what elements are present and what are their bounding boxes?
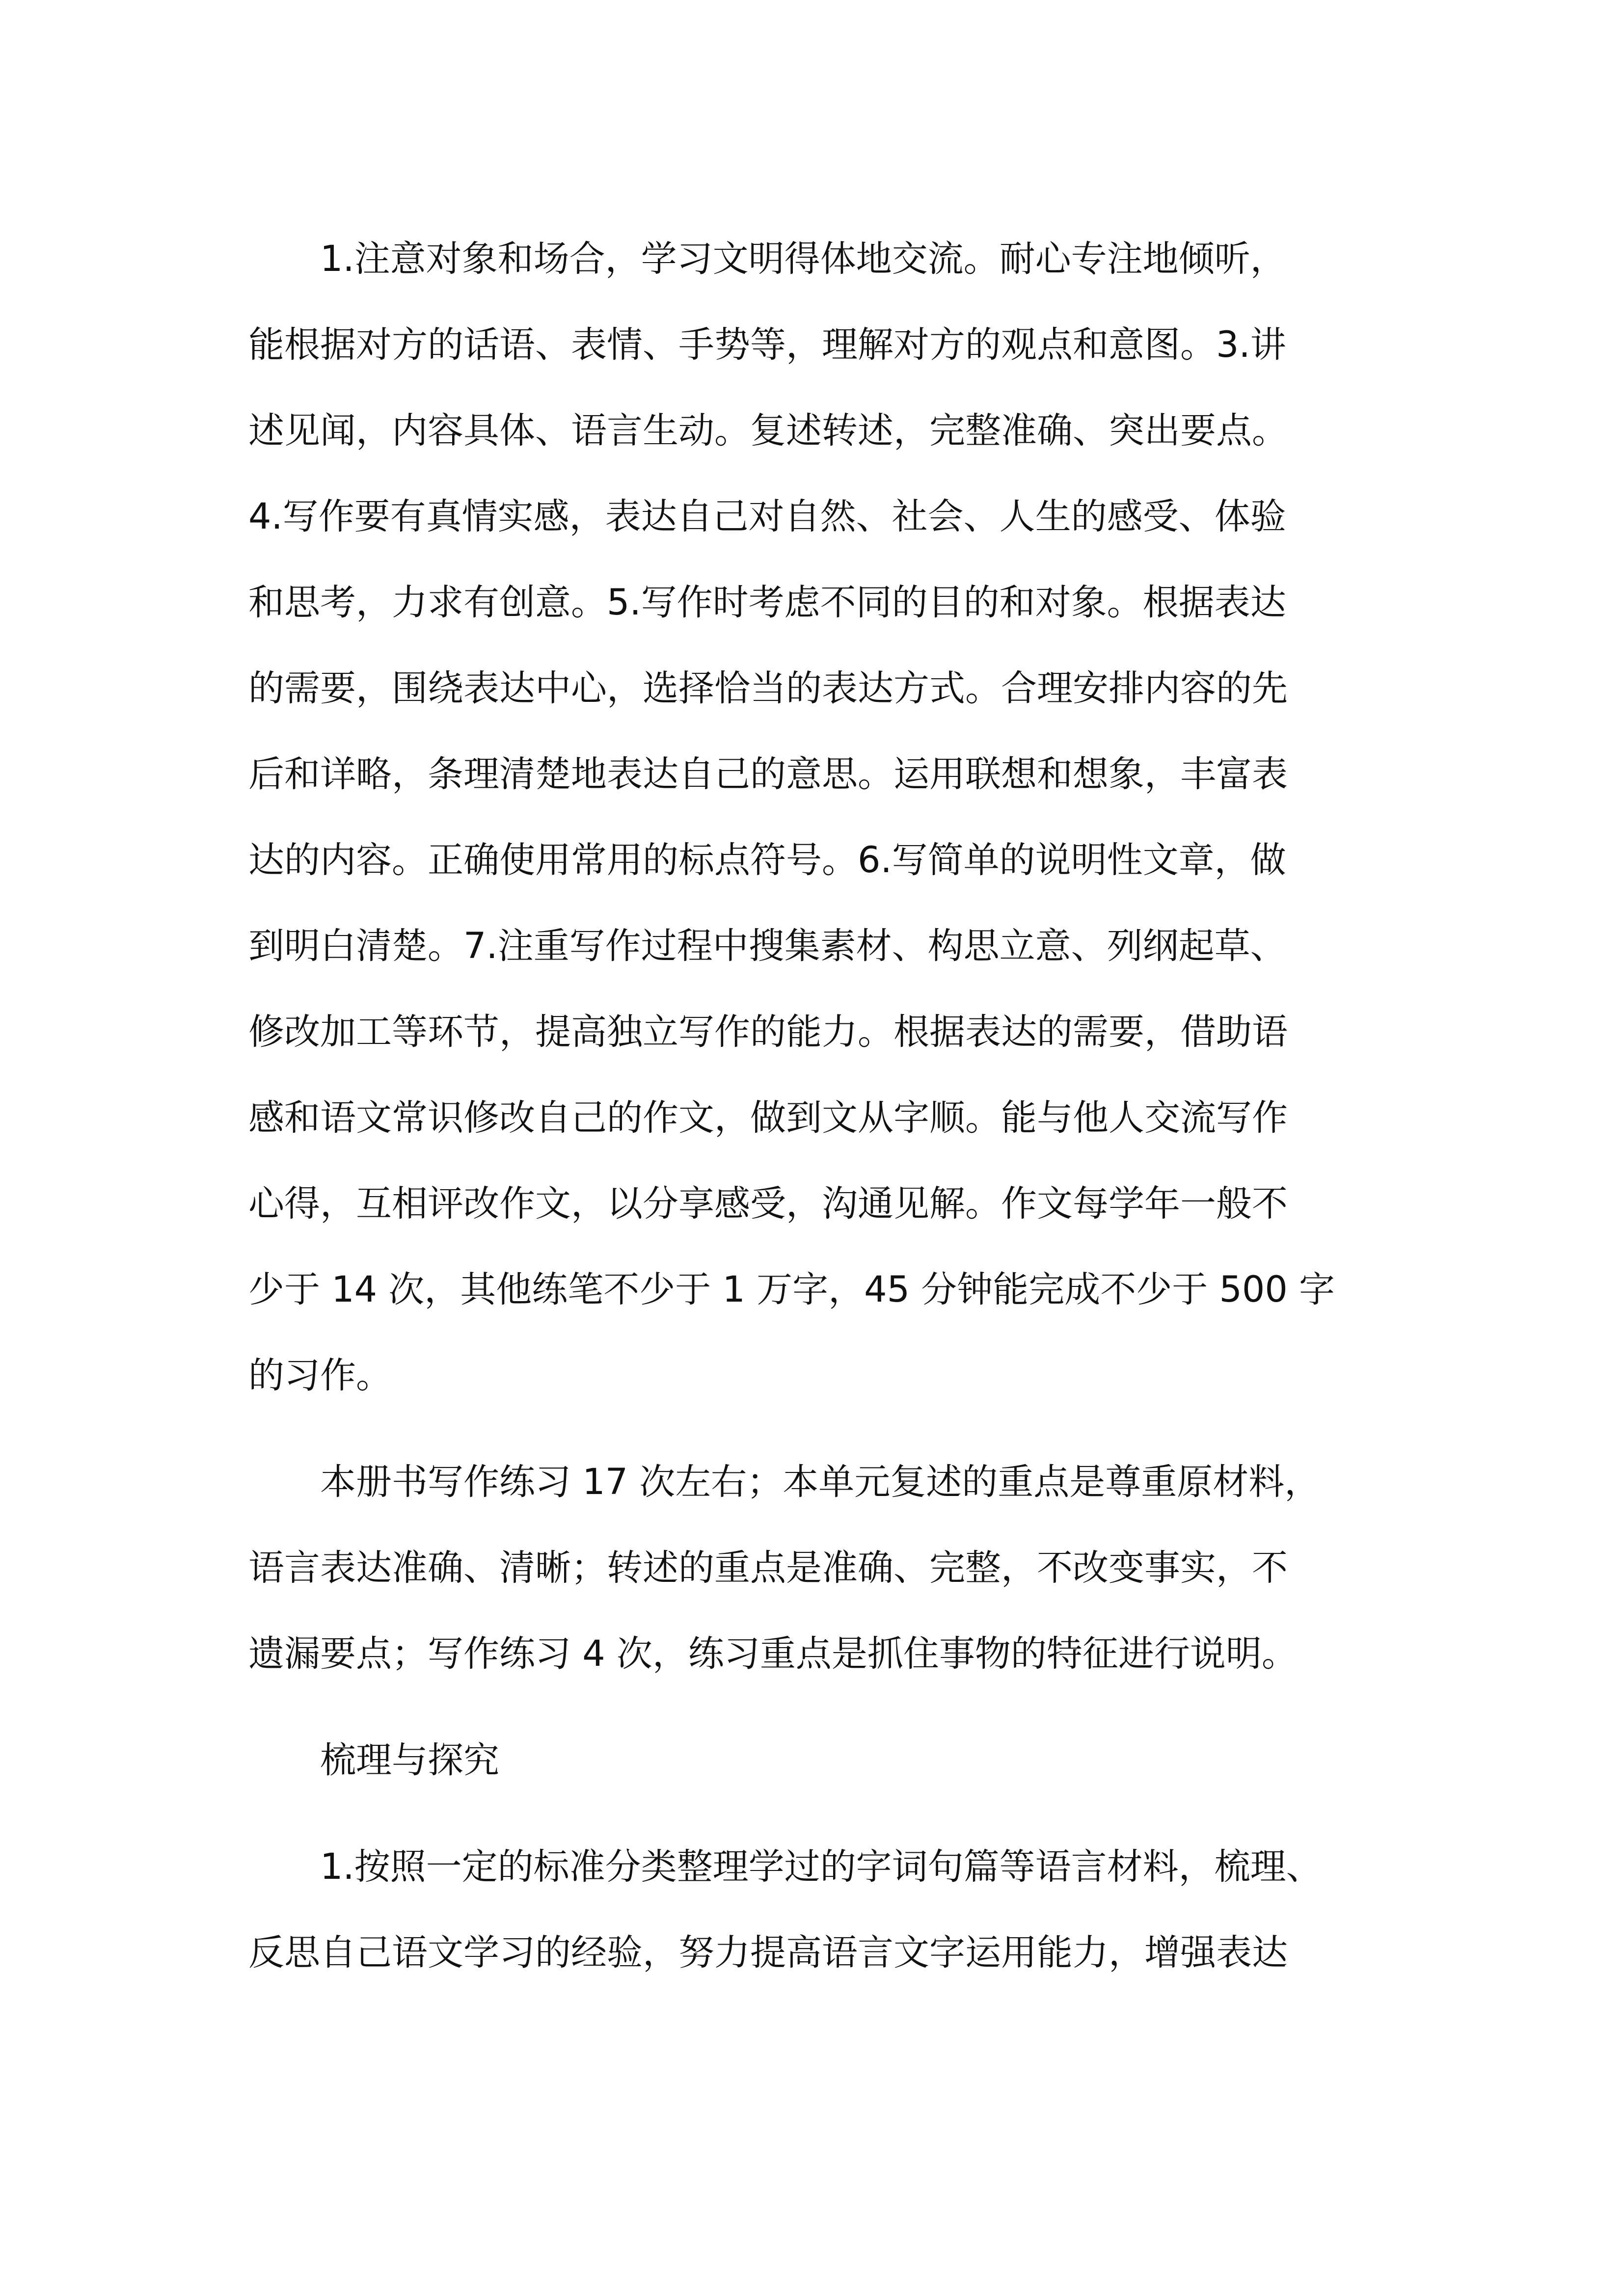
paragraph-writing-requirements: 1.注意对象和场合，学习文明得体地交流。耐心专注地倾听， 能根据对方的话语、表情、手势等，理解对方的观点和意图。3.讲 述见闻，内容具体、语言生动。复述转述，完整准确、突出要点。 4.写作要有真情实感，表达自己对自然、社会、人生的感受、体验 和思考，力求有创意。5.写作时考虑不同的目的和对象。根据表达 的需要，围绕表达中心，选择恰当的表达方式。合理安排内容的先 后和详略，条理清楚地表达自己的意思。运用联想和想象，丰富表 达的内容。正确使用常用的标点符号。6.写简单的说明性文章，做 到明白清楚。7.注重写作过程中搜集素材、构思立意、列纲起草、 修改加工等环节，提高独立写作的能力。根据表达的需要，借助语 感和语文常识修改自己的作文，做到文从字顺。能与他人交流写作 心得，互相评改作文，以分享感受，沟通见解。作文每学年一般不 少于 14 次，其他练笔不少于 1 万字，45 分钟能完成不少于 500 字 的习作。 — [248, 238, 1335, 1396]
document-body — [248, 216, 1382, 1996]
section-heading-sorting-and-inquiry: 梳理与探究 — [320, 1739, 499, 1781]
paragraph-sorting-point-1: 1.按照一定的标准分类整理学过的字词句篇等语言材料，梳理、 反思自己语文学习的经验，努力提高语言文字运用能力，增强表达 — [248, 1846, 1322, 1974]
paragraph-writing-practice: 本册书写作练习 17 次左右；本单元复述的重点是尊重原材料， 语言表达准确、清晰；转述的重点是准确、完整，不改变事实，不 遗漏要点；写作练习 4 次，练习重点是抓住事物的特征进行说明。 — [248, 1461, 1321, 1675]
